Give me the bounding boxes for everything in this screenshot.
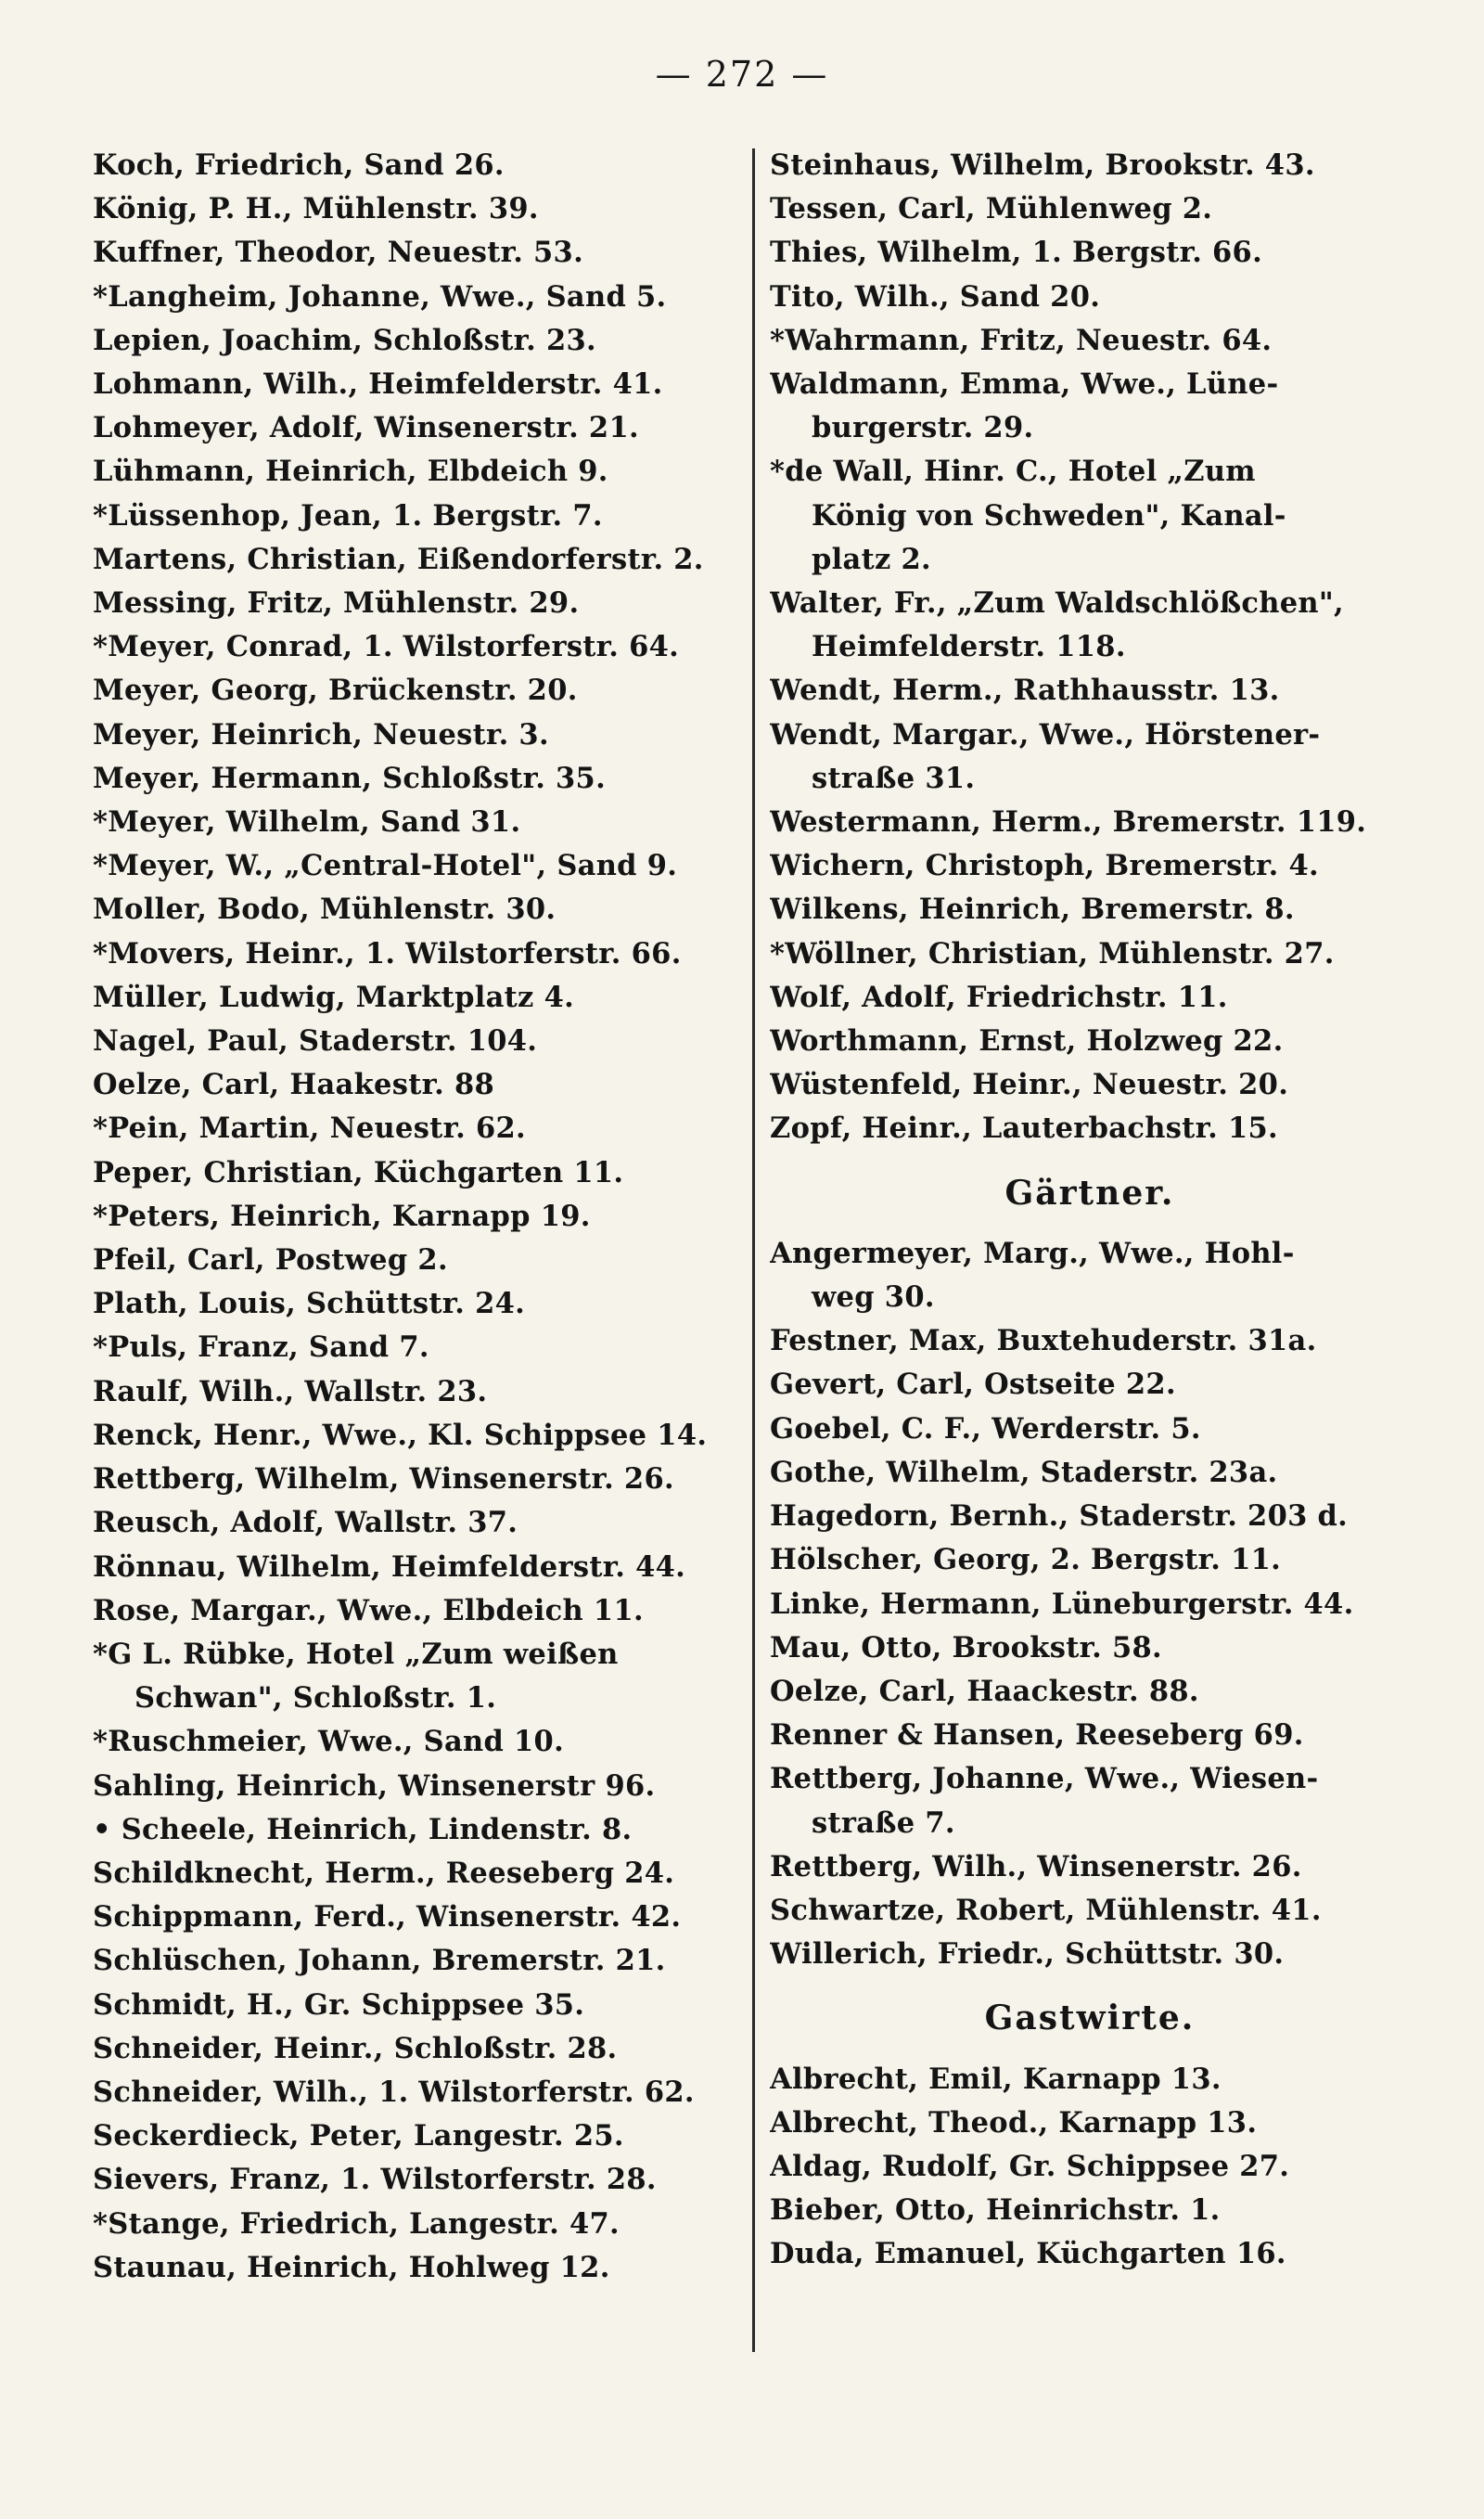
directory-entry: Duda, Emanuel, Küchgarten 16. [770, 2237, 1286, 2271]
directory-entry: Tessen, Carl, Mühlenweg 2. [770, 192, 1213, 226]
directory-entry: Worthmann, Ernst, Holzweg 22. [770, 1024, 1284, 1059]
directory-entry: Bieber, Otto, Heinrichstr. 1. [770, 2193, 1221, 2228]
directory-entry: Staunau, Heinrich, Hohlweg 12. [93, 2250, 610, 2284]
directory-entry: Zopf, Heinr., Lauterbachstr. 15. [770, 1112, 1278, 1146]
directory-entry: Sievers, Franz, 1. Wilstorferstr. 28. [93, 2163, 657, 2197]
directory-entry: *Ruschmeier, Wwe., Sand 10. [93, 1725, 564, 1759]
directory-entry: *Wöllner, Christian, Mühlenstr. 27. [770, 936, 1335, 970]
directory-entry: Plath, Louis, Schüttstr. 24. [93, 1287, 526, 1321]
directory-entry: Müller, Ludwig, Marktplatz 4. [93, 980, 575, 1014]
directory-entry: Meyer, Georg, Brückenstr. 20. [93, 674, 578, 708]
directory-entry: *G L. Rübke, Hotel „Zum weißen [93, 1637, 619, 1671]
directory-entry: Walter, Fr., „Zum Waldschlößchen", [770, 586, 1344, 621]
directory-entry: Aldag, Rudolf, Gr. Schippsee 27. [770, 2149, 1290, 2183]
directory-entry: Renck, Henr., Wwe., Kl. Schippsee 14. [93, 1418, 708, 1452]
directory-entry: Wendt, Margar., Wwe., Hörstener- [770, 717, 1321, 752]
directory-entry: Schneider, Heinr., Schloßstr. 28. [93, 2031, 618, 2065]
directory-entry: Rettberg, Johanne, Wwe., Wiesen- [770, 1762, 1319, 1796]
directory-entry: Oelze, Carl, Haakestr. 88 [93, 1068, 495, 1102]
directory-entry: Nagel, Paul, Staderstr. 104. [93, 1024, 538, 1059]
left-column [93, 144, 742, 2290]
directory-entry-continuation: weg 30. [812, 1280, 935, 1315]
directory-entry: Wichern, Christoph, Bremerstr. 4. [770, 849, 1319, 883]
directory-entry: Seckerdieck, Peter, Langestr. 25. [93, 2119, 624, 2153]
directory-entry: *Pein, Martin, Neuestr. 62. [93, 1112, 526, 1146]
directory-entry: Renner & Hansen, Reeseberg 69. [770, 1718, 1304, 1753]
directory-entry: Moller, Bodo, Mühlenstr. 30. [93, 893, 556, 927]
directory-entry: Rönnau, Wilhelm, Heimfelderstr. 44. [93, 1549, 686, 1584]
directory-entry: Wolf, Adolf, Friedrichstr. 11. [770, 980, 1228, 1014]
directory-entry: *Langheim, Johanne, Wwe., Sand 5. [93, 279, 667, 314]
directory-entry: Lepien, Joachim, Schloßstr. 23. [93, 323, 596, 357]
directory-entry-continuation: straße 31. [812, 761, 976, 795]
directory-entry: Martens, Christian, Eißendorferstr. 2. [93, 542, 704, 576]
directory-entry: Wüstenfeld, Heinr., Neuestr. 20. [770, 1068, 1289, 1102]
directory-entry: Raulf, Wilh., Wallstr. 23. [93, 1374, 488, 1408]
directory-entry: *Peters, Heinrich, Karnapp 19. [93, 1199, 591, 1233]
directory-entry-continuation: Schwan", Schloßstr. 1. [134, 1681, 497, 1716]
directory-entry: Tito, Wilh., Sand 20. [770, 279, 1101, 314]
directory-entry: Schildknecht, Herm., Reeseberg 24. [93, 1856, 675, 1890]
right-entries-top [770, 144, 1410, 1151]
directory-entry: *Stange, Friedrich, Langestr. 47. [93, 2206, 620, 2241]
directory-entry: Peper, Christian, Küchgarten 11. [93, 1155, 624, 1189]
directory-entry: Pfeil, Carl, Postweg 2. [93, 1243, 448, 1278]
directory-entry: Lohmann, Wilh., Heimfelderstr. 41. [93, 367, 663, 402]
directory-entry-continuation: Heimfelderstr. 118. [812, 630, 1126, 664]
directory-entry: Reusch, Adolf, Wallstr. 37. [93, 1506, 518, 1540]
directory-entry: Albrecht, Emil, Karnapp 13. [770, 2062, 1222, 2096]
directory-entry: Festner, Max, Buxtehuderstr. 31a. [770, 1324, 1317, 1358]
directory-entry: Rettberg, Wilhelm, Winsenerstr. 26. [93, 1462, 674, 1497]
directory-entry-continuation: König von Schweden", Kanal- [812, 498, 1286, 533]
directory-entry: Hagedorn, Bernh., Staderstr. 203 d. [770, 1499, 1349, 1534]
gaertner-list [770, 1232, 1410, 1976]
directory-entry: *Wahrmann, Fritz, Neuestr. 64. [770, 323, 1273, 357]
page-number: — 272 — [655, 54, 829, 95]
directory-entry: Wilkens, Heinrich, Bremerstr. 8. [770, 893, 1295, 927]
directory-entry: Hölscher, Georg, 2. Bergstr. 11. [770, 1543, 1282, 1577]
directory-entry: Mau, Otto, Brookstr. 58. [770, 1630, 1162, 1664]
directory-entry: *Meyer, Conrad, 1. Wilstorferstr. 64. [93, 630, 680, 664]
directory-entry: Gevert, Carl, Ostseite 22. [770, 1368, 1176, 1402]
directory-entry: Willerich, Friedr., Schüttstr. 30. [770, 1937, 1285, 1972]
directory-entry: Gothe, Wilhelm, Staderstr. 23a. [770, 1455, 1278, 1489]
directory-entry: König, P. H., Mühlenstr. 39. [93, 192, 539, 226]
gastwirte-list [770, 2058, 1410, 2277]
directory-entry: Oelze, Carl, Haackestr. 88. [770, 1674, 1199, 1708]
right-column [770, 144, 1410, 2277]
directory-entry: *Meyer, W., „Central-Hotel", Sand 9. [93, 849, 678, 883]
directory-entry: Kuffner, Theodor, Neuestr. 53. [93, 236, 583, 270]
directory-entry: Meyer, Heinrich, Neuestr. 3. [93, 717, 549, 752]
directory-entry: Lohmeyer, Adolf, Winsenerstr. 21. [93, 411, 639, 445]
directory-entry: Albrecht, Theod., Karnapp 13. [770, 2105, 1258, 2140]
section-heading-gastwirte: Gastwirte. [984, 1998, 1196, 2038]
directory-entry: Rose, Margar., Wwe., Elbdeich 11. [93, 1593, 644, 1627]
directory-entry: Linke, Hermann, Lüneburgerstr. 44. [770, 1587, 1354, 1621]
directory-entry: Messing, Fritz, Mühlenstr. 29. [93, 586, 580, 621]
directory-entry: Meyer, Hermann, Schloßstr. 35. [93, 761, 606, 795]
directory-entry: Koch, Friedrich, Sand 26. [93, 148, 505, 182]
directory-entry: Schlüschen, Johann, Bremerstr. 21. [93, 1944, 666, 1978]
directory-entry: Waldmann, Emma, Wwe., Lüne- [770, 367, 1279, 402]
directory-entry: Schmidt, H., Gr. Schippsee 35. [93, 1987, 585, 2022]
directory-entry-continuation: platz 2. [812, 542, 931, 576]
directory-entry: Wendt, Herm., Rathhausstr. 13. [770, 674, 1280, 708]
directory-entry: Westermann, Herm., Bremerstr. 119. [770, 805, 1367, 840]
directory-entry: *Puls, Franz, Sand 7. [93, 1330, 429, 1365]
directory-entry: Angermeyer, Marg., Wwe., Hohl- [770, 1236, 1295, 1270]
directory-entry-continuation: straße 7. [812, 1806, 955, 1840]
column-divider [752, 148, 755, 2352]
directory-entry: *de Wall, Hinr. C., Hotel „Zum [770, 455, 1256, 489]
directory-entry: Rettberg, Wilh., Winsenerstr. 26. [770, 1849, 1302, 1883]
section-heading-gaertner: Gärtner. [1004, 1173, 1175, 1213]
directory-entry: Goebel, C. F., Werderstr. 5. [770, 1411, 1201, 1446]
directory-entry: Thies, Wilhelm, 1. Bergstr. 66. [770, 236, 1263, 270]
directory-entry: Schwartze, Robert, Mühlenstr. 41. [770, 1893, 1322, 1927]
directory-entry: Steinhaus, Wilhelm, Brookstr. 43. [770, 148, 1315, 182]
directory-entry: Lühmann, Heinrich, Elbdeich 9. [93, 455, 608, 489]
directory-entry: • Scheele, Heinrich, Lindenstr. 8. [93, 1812, 633, 1846]
directory-entry: *Lüssenhop, Jean, 1. Bergstr. 7. [93, 498, 603, 533]
directory-entry: Sahling, Heinrich, Winsenerstr 96. [93, 1768, 656, 1803]
directory-entry: Schippmann, Ferd., Winsenerstr. 42. [93, 1900, 682, 1934]
directory-entry-continuation: burgerstr. 29. [812, 411, 1034, 445]
directory-entry: Schneider, Wilh., 1. Wilstorferstr. 62. [93, 2075, 695, 2109]
directory-entry: *Movers, Heinr., 1. Wilstorferstr. 66. [93, 936, 682, 970]
directory-entry: *Meyer, Wilhelm, Sand 31. [93, 805, 521, 840]
